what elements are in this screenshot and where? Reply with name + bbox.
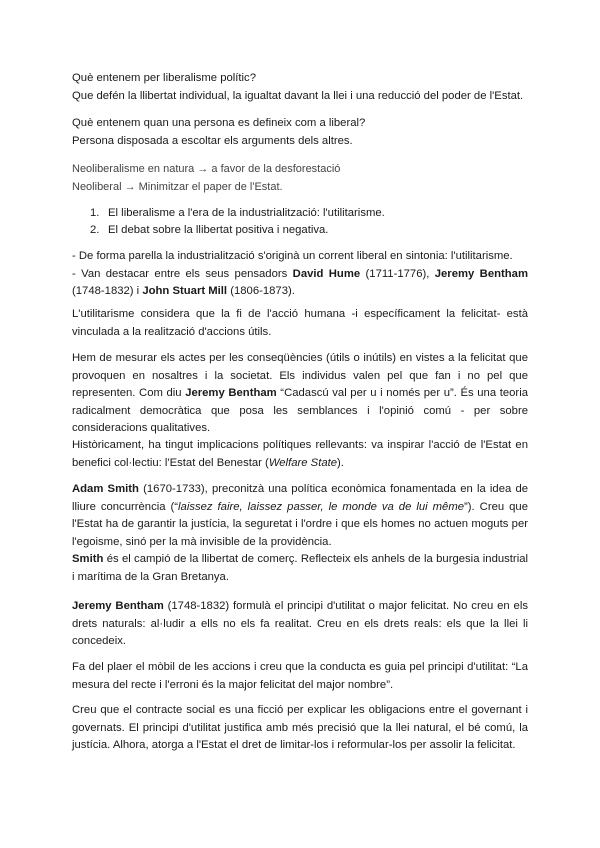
laissez-faire-italic: laissez faire, laissez passer, le monde va de lui même (178, 500, 465, 513)
bentham-dates: (1748-1832) i (72, 285, 143, 298)
answer-liberalisme: Que defén la llibertat individual, la igualtat davant la llei i una reducció del poder de l'Estat. (72, 89, 524, 102)
question-liberalisme: Què entenem per liberalisme polític? (72, 72, 256, 84)
paragraph-bentham (72, 598, 528, 651)
paragraph-plaer: Fa del plaer el mòbil de les accions i creu que la conducta es guia pel principi d'utilitat: “La mesura del recte i l'erroni és la major felicitat del major nombre”. (72, 661, 528, 691)
list-text: El liberalisme a l'era de la industrialització: l'utilitarisme. (108, 207, 385, 219)
name-bentham: Jeremy Bentham (434, 267, 528, 280)
list-text: El debat sobre la llibertat positiva i negativa. (108, 224, 329, 236)
name-adam-smith: Adam Smith (72, 483, 139, 495)
thinkers-paragraph (72, 248, 528, 301)
smith2-text: és el campió de la llibertat de comerç. Reflecteix els anhels de la burgesia industrial i marítima de la Gran Bretanya. (72, 553, 528, 583)
name-bentham-quote: Jeremy Bentham (185, 387, 277, 400)
paragraph-mesurar (72, 350, 528, 438)
list-number: 1. (90, 207, 100, 219)
neoliberal-line-1: Neoliberalisme en natura → a favor de la desforestació (72, 163, 341, 175)
list-item (90, 205, 520, 223)
name-hume: David Hume (292, 267, 361, 280)
mesurar-text-a: Hem de mesurar els actes per les conseqüències (útils o inútils) en vistes a la felicitat que provoquen en nosaltres i la societat. Els individus valen pel que fan i no pel que representen. Com diu (72, 352, 528, 400)
neoliberal-notes (72, 161, 528, 196)
name-jeremy-bentham: Jeremy Bentham (72, 600, 164, 612)
paragraph-utilitarisme: L'utilitarisme considera que la fi de l'acció humana -i específicament la felicitat- està vinculada a la realització d'accions útils. (72, 308, 528, 338)
paragraph-historicament (72, 437, 528, 472)
smith-text-a: (1670-1733), preconitzà una política econòmica fonamentada en la idea de lliure concurrència (“ (72, 483, 529, 513)
neoliberal-line-2: Neoliberal → Minimitzar el paper de l'Estat. (72, 180, 283, 193)
name-mill: John Stuart Mill (142, 285, 228, 298)
name-smith: Smith (72, 553, 104, 565)
answer-liberal: Persona disposada a escoltar els arguments dels altres. (72, 134, 353, 147)
paragraph-adam-smith (72, 481, 528, 551)
mill-dates: (1806-1873). (227, 285, 295, 298)
smith-text-b: ”). Creu que l'Estat ha de garantir la justícia, la seguretat i l'ordre i que els homes no actuen moguts per l'egoisme, sinó per la mà invisible de la providència. (72, 500, 528, 548)
hist-text-b: ). (337, 456, 344, 469)
question-block-2 (72, 115, 528, 150)
hume-dates: (1711-1776), (360, 267, 435, 280)
question-block-1 (72, 70, 528, 105)
mesurar-text-b: “Cadascú val per u i només per u”. És una teoria radicalment democràtica que posa les semblances i l'opinió comú - per sobre consideracions qualitatives. (72, 387, 528, 435)
hist-text-a: Històricament, ha tingut implicacions polítiques rellevants: va inspirar l'acció de l'Estat en benefici col·lectiu: l'Estat del Benestar ( (72, 439, 528, 469)
paragraph-contracte: Creu que el contracte social es una ficció per explicar les obligacions entre el governant i governats. El principi d'utilitat justifica amb més precisió que la llei natural, el bé comú, la justícia. Alhora, atorga a l'Estat el dret de limitar-los i reformular-los per assolir la felicitat. (72, 704, 528, 752)
paragraph-smith-comerc (72, 551, 528, 586)
list-item (90, 222, 520, 240)
question-liberal: Què entenem quan una persona es defineix com a liberal? (72, 117, 366, 129)
bentham-text: (1748-1832) formulà el principi d'utilitat o major felicitat. No creu en els drets naturals: al·ludir a ells no els fa realitat. Creu en els drets reals: els que la llei li concedeix. (72, 600, 528, 648)
welfare-state-italic: Welfare State (268, 456, 338, 469)
dash-line-1: - De forma parella la industrialització s'originà un corrent liberal en sintonia: l'utilitarisme. (72, 250, 513, 262)
dash-line-2-text: - Van destacar entre els seus pensadors (72, 267, 293, 280)
list-number: 2. (90, 224, 100, 236)
